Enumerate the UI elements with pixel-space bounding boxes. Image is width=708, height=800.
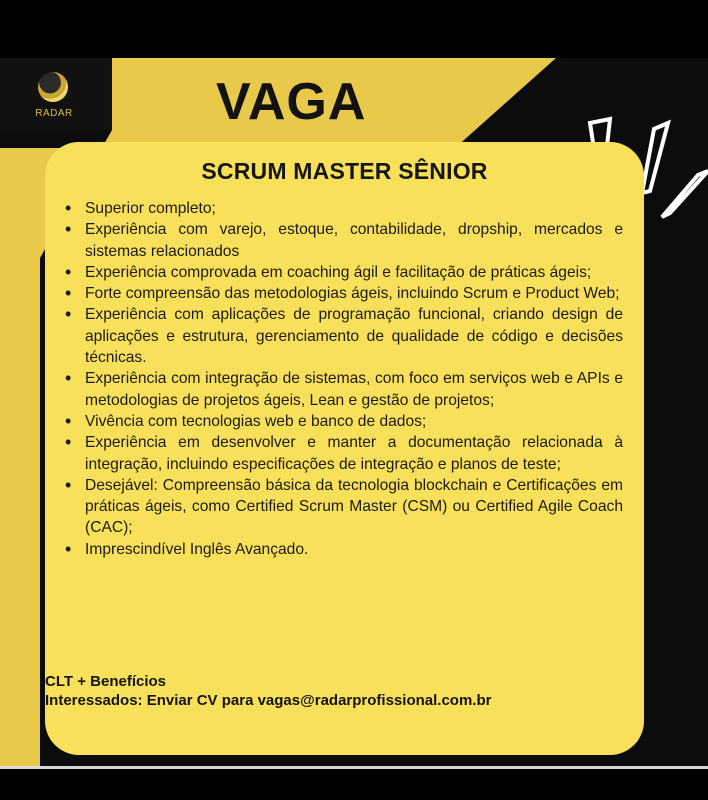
radar-logo-text: RADAR — [35, 108, 73, 119]
bottom-divider — [0, 766, 708, 769]
list-item: • Forte compreensão das metodologias ágeis, incluindo Scrum e Product Web; — [63, 283, 623, 304]
contact-text: Interessados: Enviar CV para vagas@radarprofissional.com.br — [45, 692, 492, 709]
radar-logo — [0, 58, 112, 130]
list-item: • Experiência com aplicações de programação funcional, criando design de aplicações e estrutura, gerenciamento de qualidade de código e decisões técnicas. — [63, 304, 623, 368]
requirements-list — [63, 198, 623, 560]
list-item: • Experiência comprovada em coaching ágil e facilitação de práticas ágeis; — [63, 262, 623, 283]
footer-info — [45, 672, 491, 710]
list-item: • Experiência com varejo, estoque, contabilidade, dropship, mercados e sistemas relacionados — [63, 219, 623, 262]
radar-logo-icon — [38, 72, 68, 102]
list-item: • Desejável: Compreensão básica da tecnologia blockchain e Certificações em práticas ágeis, como Certified Scrum Master (CSM) ou Certified Agile Coach (CAC); — [63, 475, 623, 539]
list-item: • Experiência com integração de sistemas, com foco em serviços web e APIs e metodologias de projetos ágeis, Lean e gestão de projetos; — [63, 368, 623, 411]
list-item: • Experiência em desenvolver e manter a documentação relacionada à integração, incluindo especificações de integração e planos de teste; — [63, 432, 623, 475]
page-title: VAGA — [216, 73, 367, 131]
job-title: SCRUM MASTER SÊNIOR — [201, 158, 488, 184]
job-card — [45, 142, 644, 755]
list-item: • Vivência com tecnologias web e banco de dados; — [63, 411, 623, 432]
job-poster — [0, 58, 708, 766]
list-item: • Superior completo; — [63, 198, 623, 219]
list-item: • Imprescindível Inglês Avançado. — [63, 539, 623, 560]
benefits-text: CLT + Benefícios — [45, 673, 166, 690]
